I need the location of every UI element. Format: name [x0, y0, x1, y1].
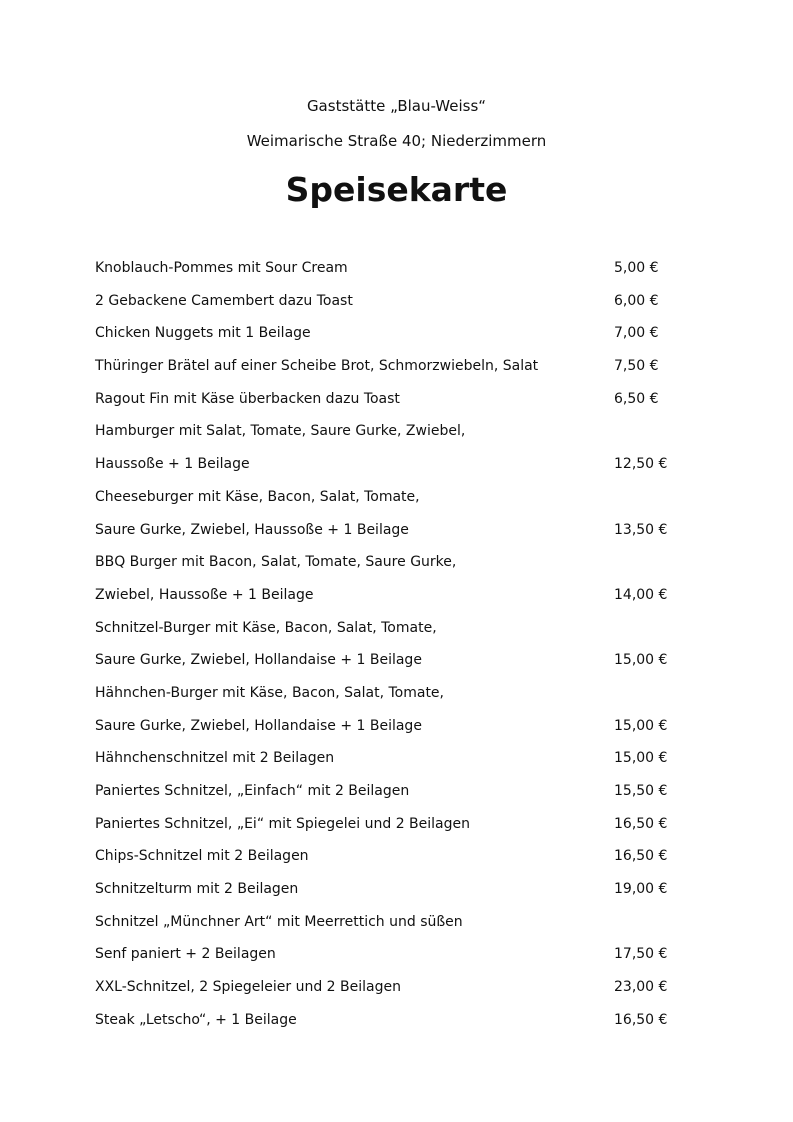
menu-row — [95, 942, 695, 975]
menu-item-name: BBQ Burger mit Bacon, Salat, Tomate, Saure Gurke, — [95, 554, 457, 571]
menu-row — [95, 321, 695, 354]
menu-row — [95, 354, 695, 387]
menu-item-name: Thüringer Brätel auf einer Scheibe Brot, Schmorzwiebeln, Salat — [95, 358, 539, 375]
menu-item-name: Hamburger mit Salat, Tomate, Saure Gurke, Zwiebel, — [95, 423, 466, 440]
menu-item-price: 13,50 € — [614, 521, 668, 538]
menu-item-name: Zwiebel, Haussoße + 1 Beilage — [95, 586, 314, 603]
menu-row — [95, 681, 695, 714]
menu-row — [95, 419, 695, 452]
menu-row — [95, 550, 695, 583]
menu-row — [95, 387, 695, 420]
menu-item-price: 15,00 € — [614, 750, 668, 767]
menu-item-price: 16,50 € — [614, 848, 668, 865]
menu-item-price: 16,50 € — [614, 815, 668, 832]
menu-item-price: 6,50 € — [614, 390, 659, 407]
menu-row — [95, 518, 695, 551]
menu-row — [95, 256, 695, 289]
menu-item-name: Steak „Letscho“, + 1 Beilage — [95, 1011, 297, 1028]
menu-item-price: 19,00 € — [614, 881, 668, 898]
menu-item-name: Saure Gurke, Zwiebel, Hollandaise + 1 Beilage — [95, 717, 422, 734]
menu-row — [95, 583, 695, 616]
menu-row — [95, 779, 695, 812]
menu-item-name: Senf paniert + 2 Beilagen — [95, 946, 276, 963]
menu-item-name: XXL-Schnitzel, 2 Spiegeleier und 2 Beilagen — [95, 979, 401, 996]
menu-row — [95, 289, 695, 322]
menu-row — [95, 485, 695, 518]
menu-item-name: Chips-Schnitzel mit 2 Beilagen — [95, 848, 309, 865]
menu-item-name: Saure Gurke, Zwiebel, Haussoße + 1 Beilage — [95, 521, 409, 538]
menu-item-price: 5,00 € — [614, 260, 659, 276]
menu-item-price: 14,00 € — [614, 586, 668, 603]
menu-row — [95, 452, 695, 485]
menu-item-name: Schnitzel „Münchner Art“ mit Meerrettich und süßen — [95, 913, 463, 930]
menu-item-name: Haussoße + 1 Beilage — [95, 456, 250, 473]
menu-list — [95, 256, 695, 1041]
menu-item-name: Ragout Fin mit Käse überbacken dazu Toast — [95, 390, 400, 407]
menu-item-price: 15,50 € — [614, 783, 668, 799]
menu-item-name: Saure Gurke, Zwiebel, Hollandaise + 1 Beilage — [95, 652, 422, 669]
menu-row — [95, 616, 695, 649]
menu-item-price: 16,50 € — [614, 1011, 668, 1028]
menu-item-name: Schnitzel-Burger mit Käse, Bacon, Salat, Tomate, — [95, 619, 437, 636]
menu-row — [95, 877, 695, 910]
menu-row — [95, 746, 695, 779]
menu-item-price: 7,50 € — [614, 358, 659, 375]
menu-row — [95, 1008, 695, 1041]
menu-row — [95, 812, 695, 845]
restaurant-name: Gaststätte „Blau-Weiss“ — [306, 97, 487, 115]
menu-item-name: Paniertes Schnitzel, „Einfach“ mit 2 Beilagen — [95, 783, 410, 799]
menu-item-name: 2 Gebackene Camembert dazu Toast — [95, 292, 353, 309]
menu-item-price: 23,00 € — [614, 979, 668, 996]
menu-item-price: 7,00 € — [614, 325, 659, 342]
menu-item-name: Hähnchenschnitzel mit 2 Beilagen — [95, 750, 335, 767]
menu-item-name: Paniertes Schnitzel, „Ei“ mit Spiegelei und 2 Beilagen — [95, 815, 470, 832]
menu-item-price: 12,50 € — [614, 456, 668, 473]
menu-item-name: Schnitzelturm mit 2 Beilagen — [95, 881, 299, 898]
menu-item-name: Knoblauch-Pommes mit Sour Cream — [95, 260, 348, 276]
menu-row — [95, 844, 695, 877]
restaurant-address: Weimarische Straße 40; Niederzimmern — [246, 132, 547, 150]
menu-row — [95, 648, 695, 681]
menu-item-price: 17,50 € — [614, 946, 668, 963]
menu-row — [95, 910, 695, 943]
menu-item-name: Hähnchen-Burger mit Käse, Bacon, Salat, Tomate, — [95, 684, 444, 701]
menu-title: Speisekarte — [285, 170, 508, 209]
menu-item-price: 6,00 € — [614, 292, 659, 309]
menu-row — [95, 714, 695, 747]
menu-item-name: Chicken Nuggets mit 1 Beilage — [95, 325, 311, 342]
menu-item-price: 15,00 € — [614, 717, 668, 734]
menu-row — [95, 975, 695, 1008]
menu-item-price: 15,00 € — [614, 652, 668, 669]
menu-item-name: Cheeseburger mit Käse, Bacon, Salat, Tomate, — [95, 488, 420, 505]
